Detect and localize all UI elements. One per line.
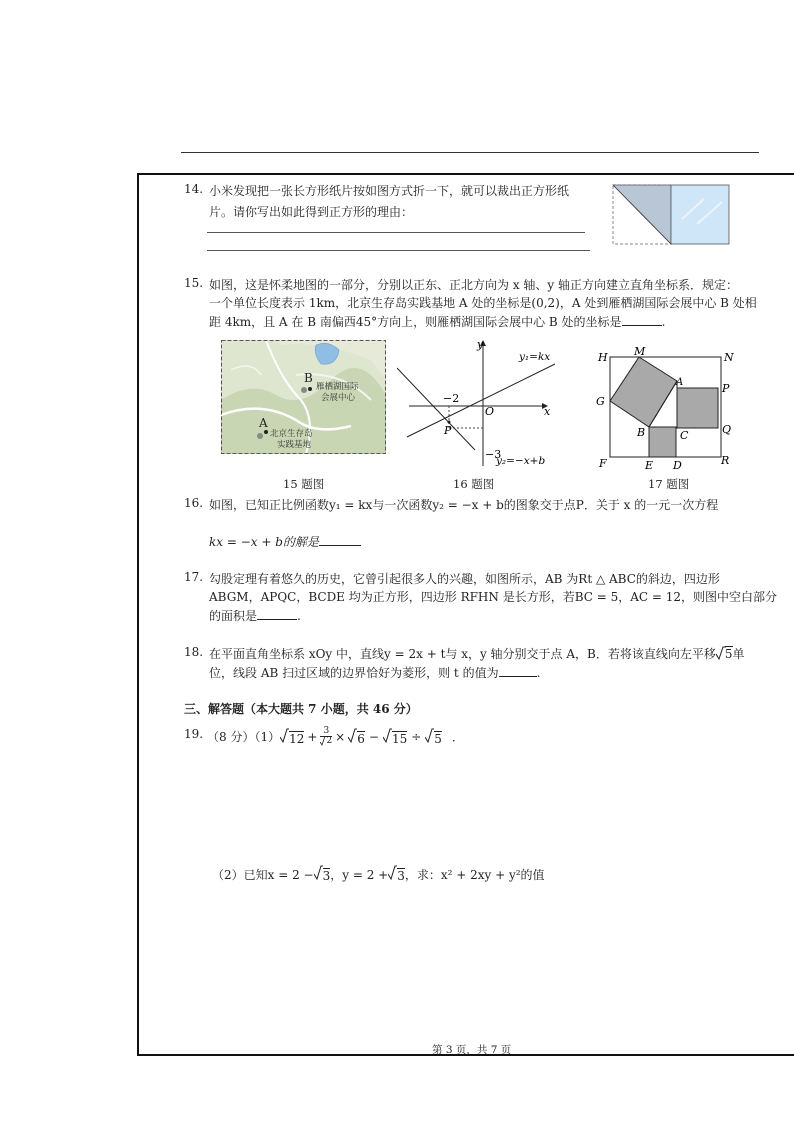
fig15-label-b: B — [304, 371, 313, 385]
q18-line1: 在平面直角坐标系 xOy 中，直线y = 2x + t与 x，y 轴分别交于点 A，B．若将该直线向左平移 5单 — [209, 647, 745, 661]
fig15-label-a-name2: 实践基地 — [277, 440, 312, 450]
fig17-label-b: B — [637, 426, 646, 439]
fig16-x-label: x — [544, 405, 551, 418]
q15-line2: 一个单位长度表示 1km，北京生存岛实践基地 A 处的坐标是(0,2)，A 处到雁栖湖国际会展中心 B 处相 — [209, 296, 757, 310]
q17-line3: 的面积是 . — [209, 609, 301, 623]
header-rule — [181, 152, 759, 153]
q19-sqrt3-a: 3 — [314, 865, 331, 883]
page-footer: 第 3 页，共 7 页 — [432, 1044, 512, 1056]
q16-line2: kx = −x + b的解是 — [209, 533, 361, 550]
q19-sqrt12: 12 — [280, 728, 304, 746]
q19-number: 19. — [184, 727, 204, 741]
fig16-caption: 16 题图 — [453, 477, 495, 491]
fig17-label-r: R — [721, 454, 730, 467]
fig17-square-apqc — [677, 388, 718, 428]
section-3-heading: 三、解答题（本大题共 7 小题，共 46 分） — [184, 702, 418, 716]
q17-number: 17. — [184, 570, 204, 584]
q19-fraction: $\frac{3}{2}$ — [320, 727, 332, 746]
frame-top-border — [137, 173, 794, 175]
fig15-label-b-name1: 雁栖湖国际 — [316, 382, 359, 392]
q14-answer-line-2 — [207, 250, 590, 251]
fig16-y-label: y — [477, 338, 484, 351]
q14-line2: 片。请你写出如此得到正方形的理由： — [209, 205, 414, 219]
fig16-tick-neg3: −3 — [485, 448, 502, 461]
q19-sqrt15: 15 — [383, 728, 407, 746]
fig17-label-c: C — [680, 429, 689, 442]
q17-answer-blank — [257, 608, 297, 620]
fig17-label-f: F — [599, 457, 607, 470]
q18-answer-blank — [499, 665, 537, 677]
fig15-poi-icon-a — [257, 433, 263, 439]
q14-number: 14. — [184, 182, 204, 196]
fig17-label-d: D — [673, 459, 682, 472]
q19-part2: （2）已知x = 2 − 3 ，y = 2 + 3 ，求：x² + 2xy + y²的值 — [212, 865, 545, 883]
fig16-graph — [397, 336, 567, 471]
fig17-label-q: Q — [722, 423, 732, 436]
q15-line1: 如图，这是怀柔地图的一部分，分别以正东、正北方向为 x 轴、y 轴正方向建立直角坐标系．规定： — [209, 278, 738, 292]
fig16-y1-label: y₁=kx — [519, 351, 551, 363]
fig15-map — [221, 340, 386, 454]
q14-answer-line-1 — [207, 232, 585, 233]
q14-folded-paper-figure — [612, 184, 732, 246]
fig17-label-a: A — [676, 377, 684, 388]
fig15-caption: 15 题图 — [283, 477, 325, 491]
fig15-poi-icon-b — [301, 387, 307, 393]
fig17-label-h: H — [598, 351, 608, 364]
fig15-label-a-name1: 北京生存岛 — [270, 429, 313, 439]
q19-sqrt6: 6 — [348, 728, 365, 746]
fig17-squares — [593, 343, 741, 473]
fig17-label-e: E — [645, 459, 654, 472]
fig17-label-g: G — [596, 395, 605, 408]
q18-sqrt5: 5 — [716, 647, 733, 661]
fig17-caption: 17 题图 — [648, 477, 690, 491]
fig16-y2-label: y₂=−x+b — [496, 455, 546, 467]
fig16-p-label: P — [444, 424, 452, 437]
q16-number: 16. — [184, 496, 204, 510]
fig17-label-p: P — [722, 382, 730, 395]
fig15-label-b-name2: 会展中心 — [321, 393, 356, 403]
q17-line2: ABGM，APQC，BCDE 均为正方形，四边形 RFHN 是长方形，若BC = 5，AC = 12，则图中空白部分 — [209, 590, 778, 604]
fig16-tick-neg2: −2 — [443, 392, 460, 405]
q16-line1: 如图，已知正比例函数y₁ = kx与一次函数y₂ = −x + b的图象交于点P．关于 x 的一元一次方程 — [209, 498, 719, 512]
q18-line2: 位，线段 AB 扫过区域的边界恰好为菱形，则 t 的值为 . — [209, 666, 541, 680]
q15-line3: 距 4km，且 A 在 B 南偏西45°方向上，则雁栖湖国际会展中心 B 处的坐标是 . — [209, 315, 666, 329]
fig17-label-m: M — [634, 345, 646, 358]
fig15-label-a: A — [259, 416, 268, 430]
q19-part1: （8 分）（1） 12 + $\frac{3}{2}$ × 6 − 15 ÷ 5 ． — [207, 726, 464, 746]
fig15-point-a — [264, 430, 268, 434]
fig16-line-y1 — [407, 364, 555, 437]
fig17-square-bcde — [649, 427, 676, 457]
q14-line1: 小米发现把一张长方形纸片按如图方式折一下，就可以裁出正方形纸 — [209, 184, 570, 198]
q19-sqrt5: 5 — [425, 728, 442, 746]
q15-number: 15. — [184, 276, 204, 290]
q19-sqrt3-b: 3 — [388, 865, 405, 883]
fig15-point-b — [308, 387, 312, 391]
fig17-label-n: N — [724, 351, 734, 364]
q15-answer-blank — [622, 314, 662, 326]
q16-answer-blank — [319, 534, 361, 546]
q18-number: 18. — [184, 645, 204, 659]
fig16-origin-label: O — [485, 405, 495, 418]
q17-line1: 勾股定理有着悠久的历史，它曾引起很多人的兴趣，如图所示，AB 为Rt △ ABC的斜边，四边形 — [209, 572, 720, 586]
frame-left-border — [137, 173, 139, 1056]
